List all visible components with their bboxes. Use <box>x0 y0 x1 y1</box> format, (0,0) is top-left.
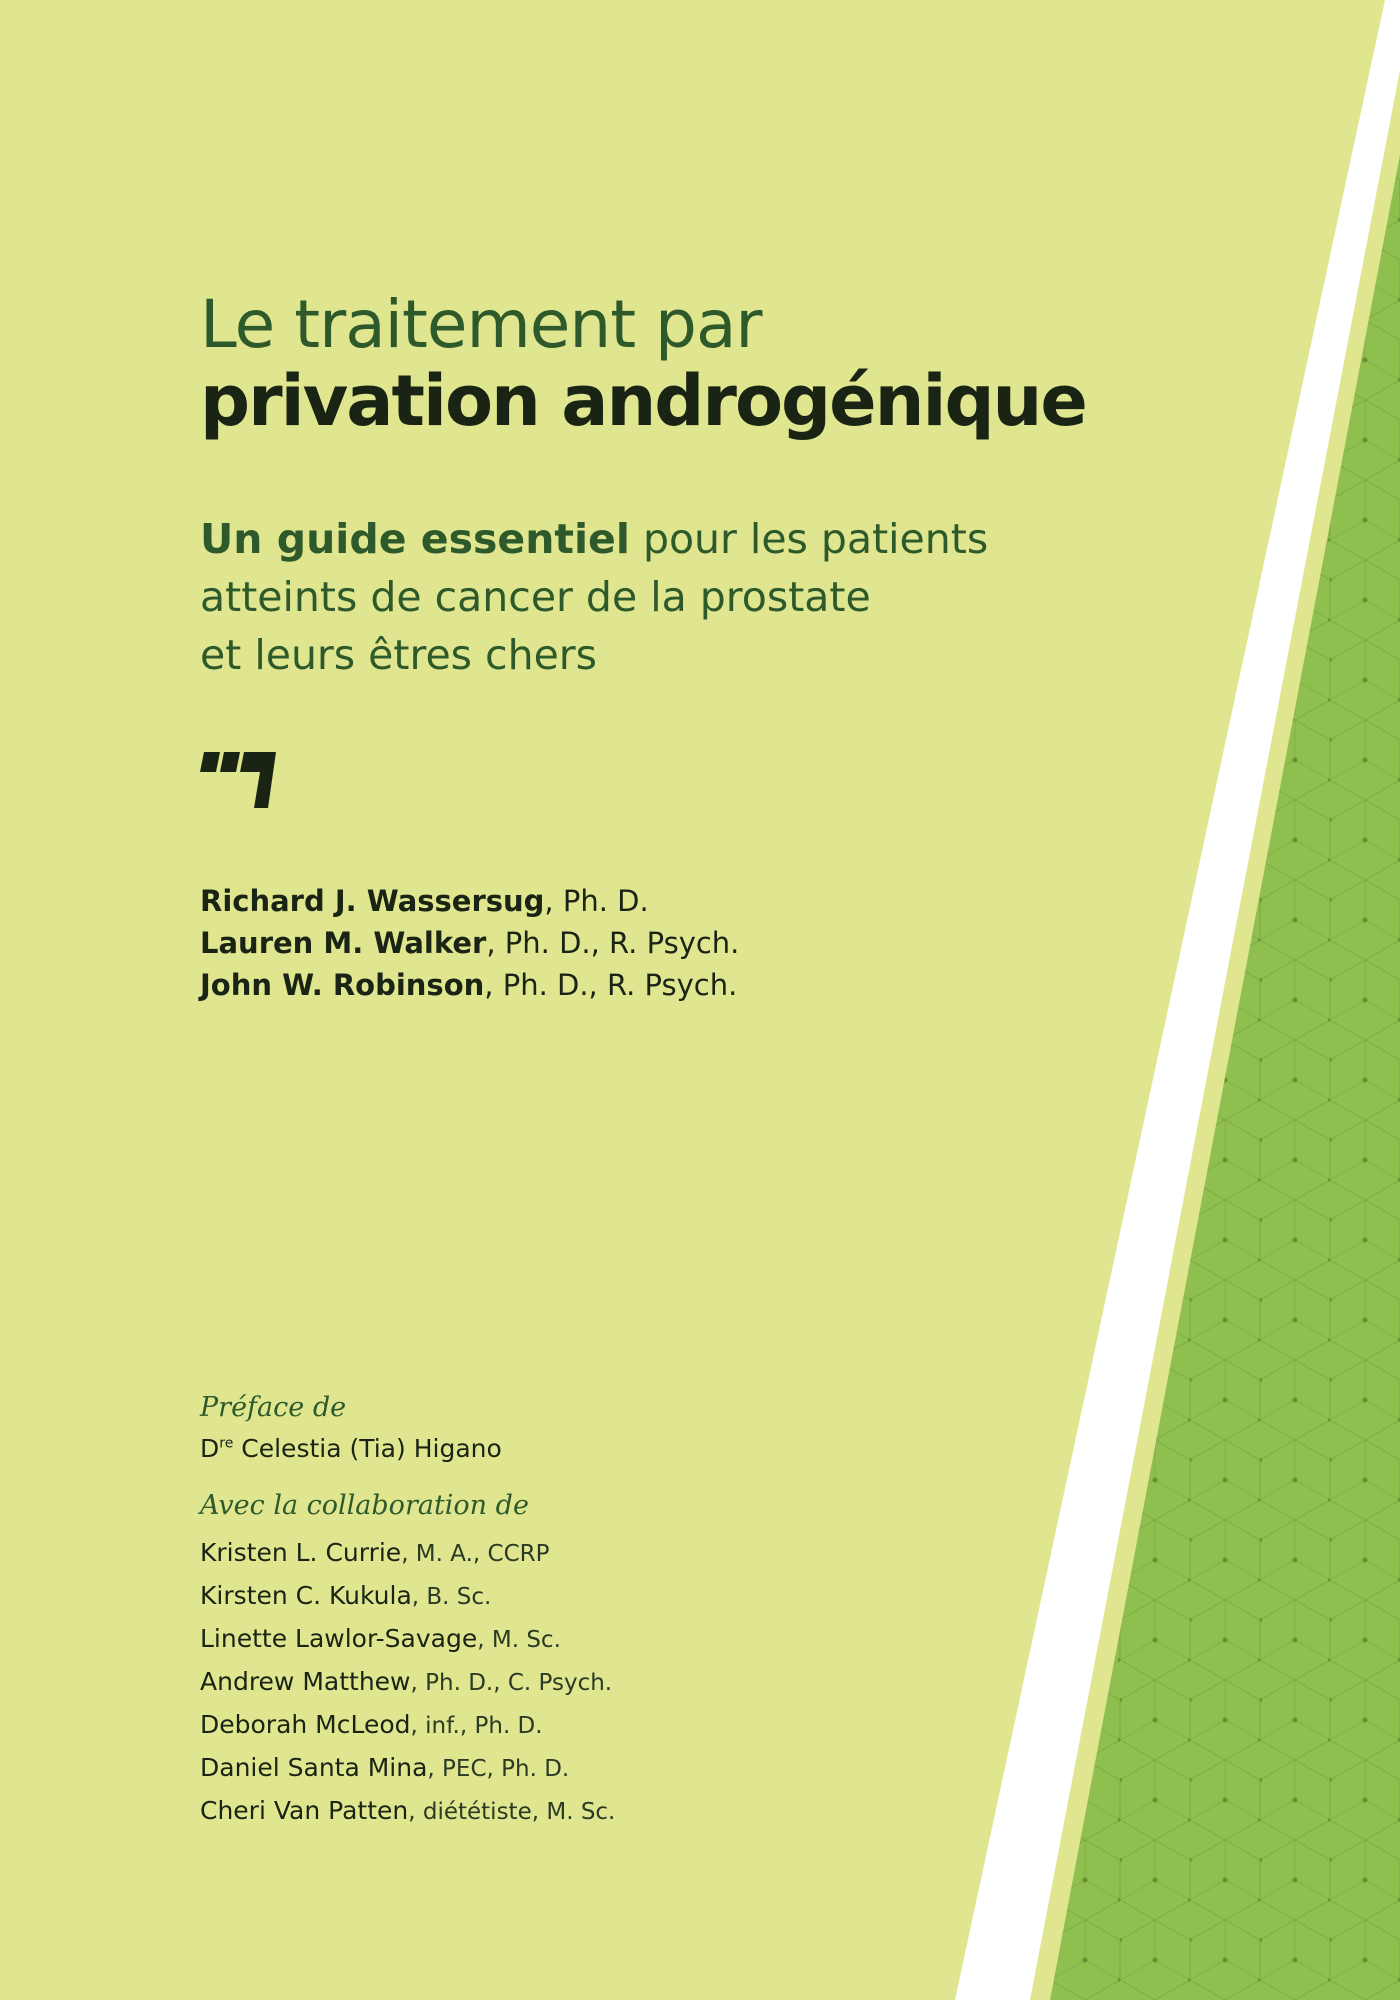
collaborator-name: Deborah McLeod <box>200 1710 411 1739</box>
collaborator-name: Andrew Matthew <box>200 1667 411 1696</box>
author-credentials: , Ph. D., R. Psych. <box>486 926 740 960</box>
collaborator-credentials: , PEC, Ph. D. <box>427 1756 570 1782</box>
collaborators-list <box>200 1532 615 1833</box>
preface-author <box>200 1434 502 1463</box>
author-name: Richard J. Wassersug <box>200 884 545 918</box>
collaborator-item <box>200 1790 615 1833</box>
author-item <box>200 964 739 1006</box>
collaborator-item <box>200 1575 615 1618</box>
collaborator-credentials: , Ph. D., C. Psych. <box>410 1670 613 1696</box>
collaborator-name: Daniel Santa Mina <box>200 1753 428 1782</box>
author-name: Lauren M. Walker <box>200 926 487 960</box>
collaborator-name: Kirsten C. Kukula <box>200 1581 412 1610</box>
collaborator-name: Kristen L. Currie <box>200 1538 402 1567</box>
collaborator-item <box>200 1618 615 1661</box>
author-credentials: , Ph. D. <box>544 884 649 918</box>
title-line-1: Le traitement par <box>200 286 762 363</box>
publisher-logo-icon <box>200 752 276 808</box>
author-credentials: , Ph. D., R. Psych. <box>484 968 738 1002</box>
subtitle-line-1-rest: pour les patients <box>629 515 989 563</box>
collaborator-credentials: , B. Sc. <box>411 1584 492 1610</box>
author-name: John W. Robinson <box>200 968 485 1002</box>
collaborator-item <box>200 1704 615 1747</box>
collaborator-credentials: , M. A., CCRP <box>401 1541 550 1567</box>
collaborator-item <box>200 1661 615 1704</box>
subtitle-emphasis: Un guide essentiel <box>200 515 630 563</box>
author-item <box>200 880 739 922</box>
subtitle-line-2: atteints de cancer de la prostate <box>200 573 871 621</box>
collaboration-label: Avec la collaboration de <box>200 1490 529 1521</box>
authors-list <box>200 880 739 1006</box>
preface-title-prefix: D <box>200 1434 220 1463</box>
collaborator-credentials: , diététiste, M. Sc. <box>408 1799 616 1825</box>
subtitle-line-3: et leurs êtres chers <box>200 631 598 679</box>
collaborator-name: Cheri Van Patten <box>200 1796 409 1825</box>
author-item <box>200 922 739 964</box>
collaborator-item <box>200 1532 615 1575</box>
subtitle <box>200 510 1100 684</box>
title-line-2: privation androgénique <box>200 360 1086 443</box>
title-block <box>200 286 1200 443</box>
collaborator-name: Linette Lawlor-Savage <box>200 1624 478 1653</box>
collaborator-credentials: , M. Sc. <box>477 1627 561 1653</box>
collaborator-item <box>200 1747 615 1790</box>
preface-author-name: Celestia (Tia) Higano <box>233 1434 502 1463</box>
preface-title-suffix: re <box>219 1435 234 1452</box>
collaborator-credentials: , inf., Ph. D. <box>410 1713 543 1739</box>
subtitle-line-1 <box>200 510 1100 568</box>
preface-label: Préface de <box>200 1392 347 1423</box>
